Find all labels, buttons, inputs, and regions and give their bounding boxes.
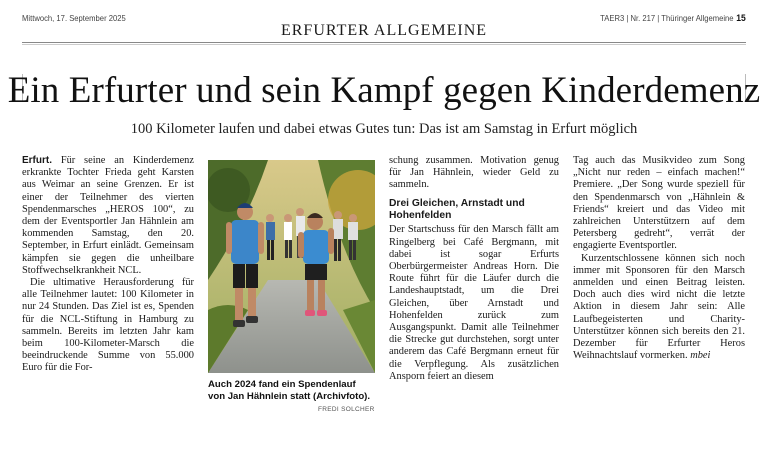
paragraph xyxy=(573,253,745,363)
photo-credit: FREDI SOLCHER xyxy=(318,406,375,413)
closing-text: Kurzentschlossene können sich noch immer mit Sponsoren für den Marsch anmelden und einen Beitrag leisten. Doch auch dies wird nicht die letzte Aktion in diesem Jahr sein: Alle Laufbegeisterten und Charity-Unterstützer können sich bereits den 21. Dezember für Erfurter Heros Weihnachtslauf vormerken. xyxy=(573,252,745,362)
article-column-1 xyxy=(22,155,194,375)
article-column-4 xyxy=(573,155,745,362)
article-photo xyxy=(208,160,375,373)
lead-paragraph xyxy=(22,155,194,277)
paragraph: Der Startschuss für den Marsch fällt am Ringelberg bei Café Bergmann, mit dabei ist sogar Erfurts Oberbürgermeister Andreas Horn. Die Route führt für die Läufer durch die Landeshauptstadt, um die Drei Gleichen, über Arnstadt und Hohenfelden zurück zum Ausgangspunkt. Damit alle Teilnehmer die Strecke gut durchstehen, sorgt unter anderem das Café Bergmann erneut für die Verpflegung. Als zusätzlichen Ansporn feiert an diesem xyxy=(389,224,559,382)
article-subheadline: 100 Kilometer laufen und dabei etwas Gutes tun: Das ist am Samstag in Erfurt möglich xyxy=(130,121,638,137)
article-intertitle: Drei Gleichen, Arnstadt und Hohenfelden xyxy=(389,197,525,222)
paragraph: schung zusammen. Motivation genug für Jan Hähnlein, wieder Geld zu sammeln. xyxy=(389,155,559,191)
article-headline: Ein Erfurter und sein Kampf gegen Kinderdemenz xyxy=(7,70,761,111)
page-number: 15 xyxy=(736,13,746,24)
header-divider xyxy=(22,42,746,43)
runners-photo-illustration xyxy=(208,160,375,373)
article-column-3 xyxy=(389,155,559,383)
issue-date: Mittwoch, 17. September 2025 xyxy=(22,13,126,23)
paragraph: Die ultimative Herausforderung für alle Teilnehmer lautet: 100 Kilometer in nur 24 Stunden. Das Ziel ist es, Spenden für die NCL-Stiftung in Hamburg zu sammeln. Bereits im letzten Jahr kam beim 100-Kilometer-Marsch die beeindruckende Summe von 55.000 Euro für die For- xyxy=(22,277,194,374)
photo-caption: Auch 2024 fand ein Spendenlauf von Jan Hähnlein statt (Archivfoto). xyxy=(208,379,371,402)
edition-label: TAER3 | Nr. 217 | Thüringer Allgemeine xyxy=(600,13,734,23)
paragraph: Tag auch das Musikvideo zum Song „Nicht nur reden – einfach machen!“ Premiere. „Der Song wurde speziell für den Spendenmarsch von „Hähnlein & Friends“ kreiert und das Video mit zahlreichen Unterstützern auf dem Petersberg gedreht“, verrät der engagierte Eventsportler. xyxy=(573,155,745,252)
header-divider-secondary xyxy=(22,44,746,45)
edition-info xyxy=(600,13,746,24)
dateline: Erfurt. xyxy=(22,155,52,166)
section-title: ERFURTER ALLGEMEINE xyxy=(280,22,488,39)
author-signature: mbei xyxy=(690,350,711,362)
lead-text: Für seine an Kinderdemenz erkrankte Tochter Frieda geht Karsten aus Weimar an seine Grenzen. Er ist einer der Teilnehmer des vierten Spendenmarsches „HEROS 100“, zu dem der Eventsportler Jan Hähnlein am kommenden Samstag, den 20. September, in Erfurt einlädt. Gemeinsam kämpfen sie gegen die unheilbare Stoffwechselkrankheit NCL. xyxy=(22,155,194,276)
